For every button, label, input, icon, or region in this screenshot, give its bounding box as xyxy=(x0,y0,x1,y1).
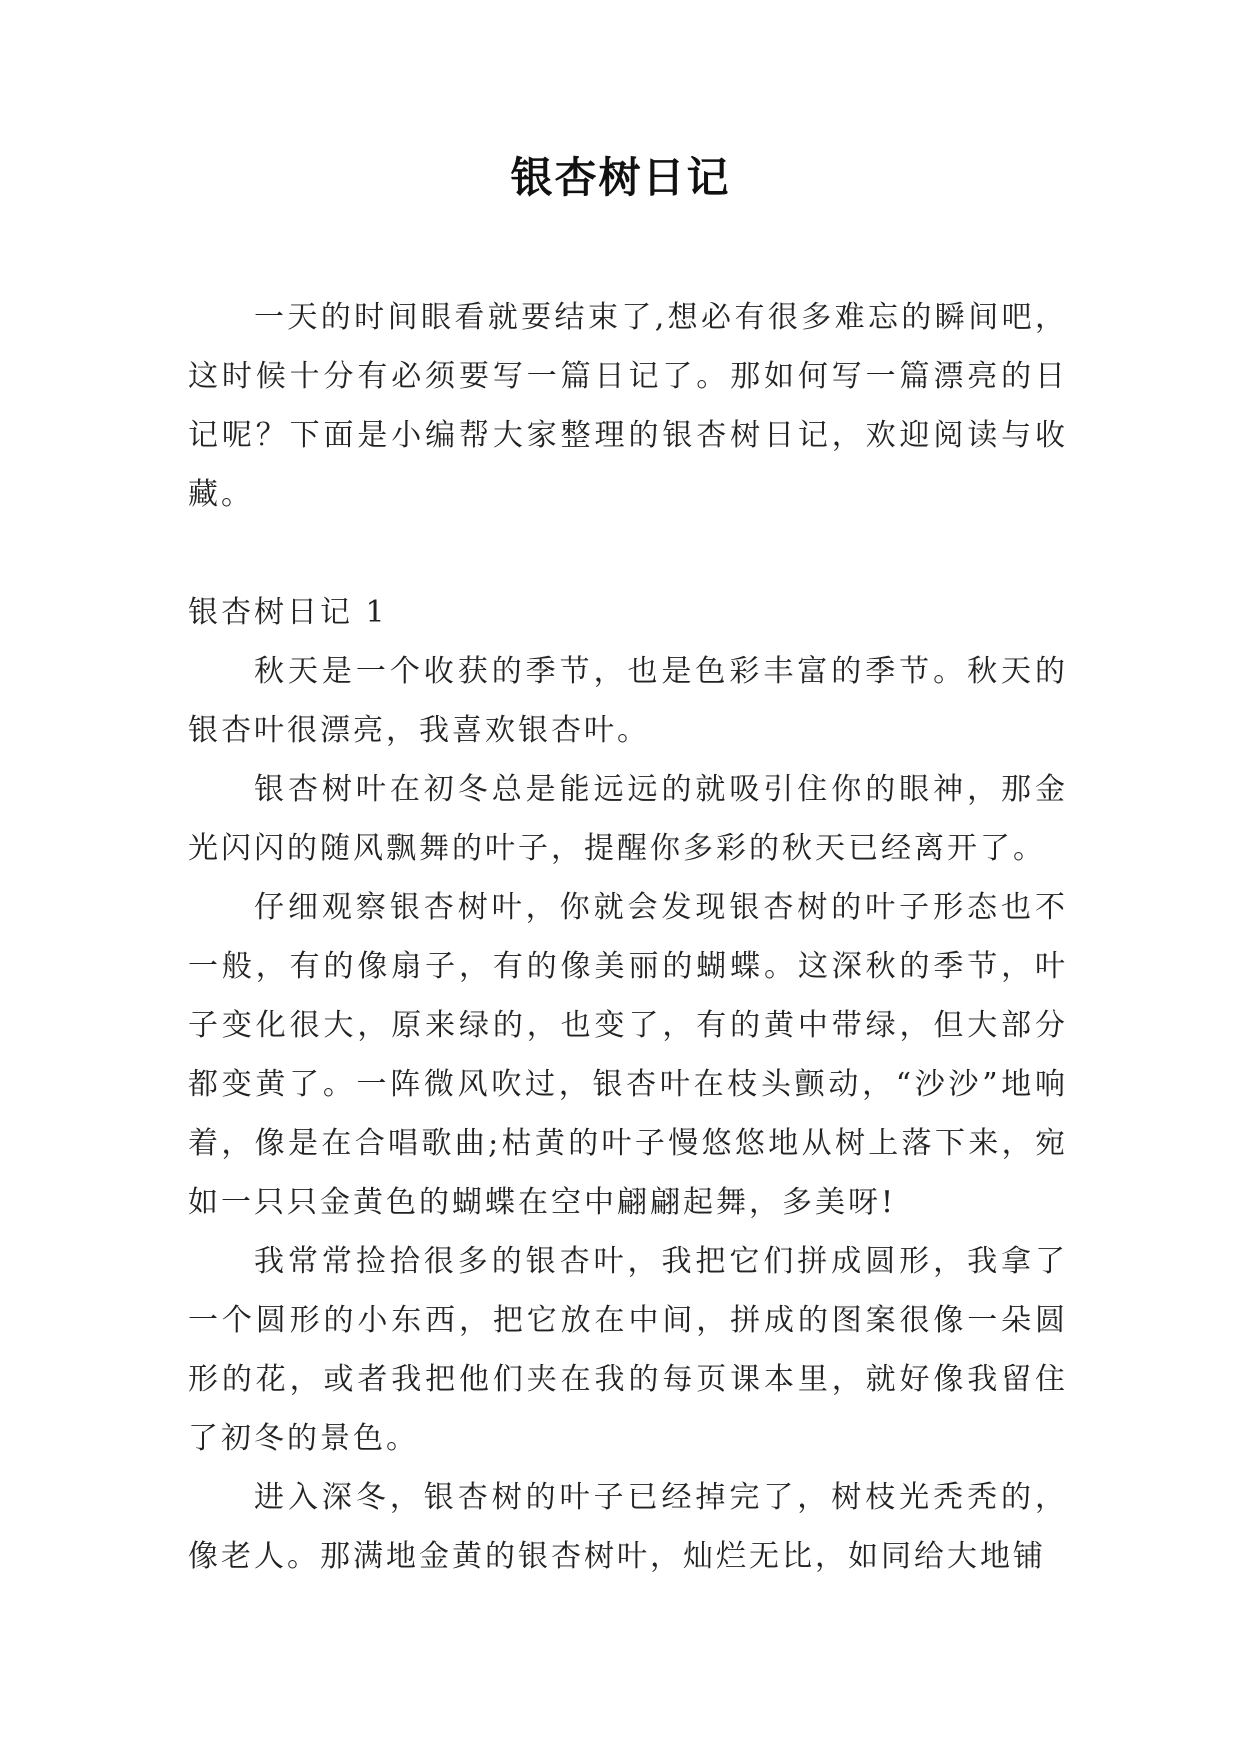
body-paragraph: 仔细观察银杏树叶，你就会发现银杏树的叶子形态也不一般，有的像扇子，有的像美丽的蝴蝶。这深秋的季节，叶子变化很大，原来绿的，也变了，有的黄中带绿，但大部分都变黄了。一阵微风吹过，银杏叶在枝头颤动，“沙沙”地响着，像是在合唱歌曲;枯黄的叶子慢悠悠地从树上落下来，宛如一只只金黄色的蝴蝶在空中翩翩起舞，多美呀! xyxy=(188,890,1068,1220)
body-paragraph: 秋天是一个收获的季节，也是色彩丰富的季节。秋天的银杏叶很漂亮，我喜欢银杏叶。 xyxy=(188,654,1068,748)
section-heading: 银杏树日记 1 xyxy=(188,595,388,630)
body-paragraph: 进入深冬，银杏树的叶子已经掉完了，树枝光秃秃的，像老人。那满地金黄的银杏树叶，灿烂无比，如同给大地铺 xyxy=(188,1480,1068,1574)
document-body xyxy=(188,288,1068,1586)
body-paragraph: 银杏树叶在初冬总是能远远的就吸引住你的眼神，那金光闪闪的随风飘舞的叶子，提醒你多彩的秋天已经离开了。 xyxy=(188,772,1068,866)
intro-paragraph: 一天的时间眼看就要结束了,想必有很多难忘的瞬间吧，这时候十分有必须要写一篇日记了。那如何写一篇漂亮的日记呢？下面是小编帮大家整理的银杏树日记，欢迎阅读与收藏。 xyxy=(188,300,1068,512)
document-title: 银杏树日记 xyxy=(510,153,731,202)
body-paragraph: 我常常捡拾很多的银杏叶，我把它们拼成圆形，我拿了一个圆形的小东西，把它放在中间，拼成的图案很像一朵圆形的花，或者我把他们夹在我的每页课本里，就好像我留住了初冬的景色。 xyxy=(188,1244,1068,1456)
